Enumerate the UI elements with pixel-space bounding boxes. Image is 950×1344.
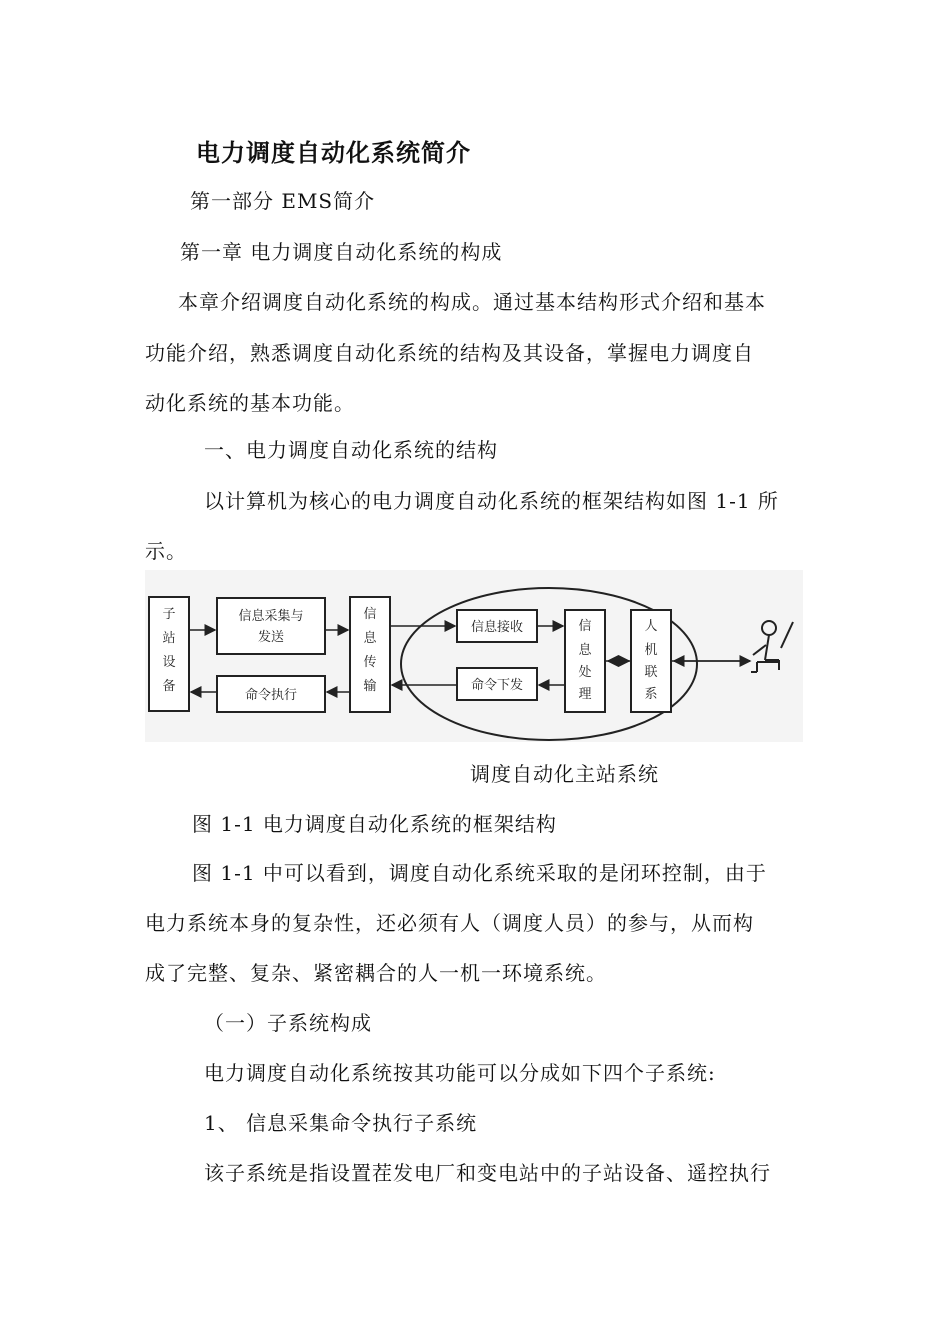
- para2-line-2: 电力系统本身的复杂性，还必须有人（调度人员）的参与，从而构: [145, 911, 754, 935]
- para4-line-1: 该子系统是指设置茬发电厂和变电站中的子站设备、遥控执行: [204, 1161, 771, 1185]
- para1-line-1: 以计算机为核心的电力调度自动化系统的框架结构如图 1-1 所: [204, 489, 779, 513]
- info-process-char-3: 处: [578, 665, 592, 680]
- info-collect-line-1: 信息采集与: [238, 609, 304, 624]
- cmd-exec-label: 命令执行: [244, 688, 298, 703]
- operator-figure-icon: [751, 621, 793, 672]
- info-process-char-4: 理: [578, 687, 592, 702]
- intro-line-3: 动化系统的基本功能。: [145, 391, 355, 415]
- info-transfer-char-2: 息: [363, 631, 377, 646]
- master-station-label: 调度自动化主站系统: [470, 762, 659, 786]
- substation-char-3: 设: [162, 655, 176, 670]
- info-collect-box: [217, 598, 325, 654]
- hmi-char-3: 联: [644, 665, 658, 680]
- substation-char-2: 站: [162, 631, 176, 646]
- section-heading: 一、电力调度自动化系统的结构: [204, 438, 498, 462]
- intro-line-1: 本章介绍调度自动化系统的构成。通过基本结构形式介绍和基本: [178, 290, 766, 314]
- para2-line-3: 成了完整、复杂、紧密耦合的人一机一环境系统。: [145, 961, 607, 985]
- figure-caption: 图 1-1 电力调度自动化系统的框架结构: [192, 812, 557, 836]
- info-transfer-char-3: 传: [363, 655, 377, 670]
- intro-line-2: 功能介绍，熟悉调度自动化系统的结构及其设备，掌握电力调度自: [145, 341, 754, 365]
- page-title: 电力调度自动化系统简介: [196, 139, 471, 167]
- info-process-char-2: 息: [578, 643, 592, 658]
- diagram-svg: [145, 570, 803, 742]
- hmi-char-4: 系: [644, 687, 658, 702]
- list-item-1: 1、 信息采集命令执行子系统: [204, 1111, 478, 1135]
- part-heading: 第一部分 EMS简介: [190, 189, 376, 213]
- substation-char-1: 子: [162, 607, 176, 622]
- system-framework-diagram: [145, 570, 803, 742]
- para3: 电力调度自动化系统按其功能可以分成如下四个子系统:: [204, 1061, 716, 1085]
- para1-line-2: 示。: [145, 539, 187, 563]
- info-collect-line-2: 发送: [257, 630, 285, 645]
- info-receive-label: 信息接收: [470, 620, 524, 635]
- para2-line-1: 图 1-1 中可以看到，调度自动化系统采取的是闭环控制，由于: [192, 861, 767, 885]
- cmd-send-label: 命令下发: [470, 678, 524, 693]
- substation-char-4: 备: [162, 679, 176, 694]
- hmi-char-1: 人: [644, 619, 658, 634]
- hmi-char-2: 机: [644, 643, 658, 658]
- chapter-heading: 第一章 电力调度自动化系统的构成: [180, 240, 503, 264]
- subsection-heading: （一）子系统构成: [204, 1011, 372, 1035]
- info-transfer-char-1: 信: [363, 607, 377, 622]
- info-transfer-char-4: 输: [363, 679, 377, 694]
- info-process-char-1: 信: [578, 619, 592, 634]
